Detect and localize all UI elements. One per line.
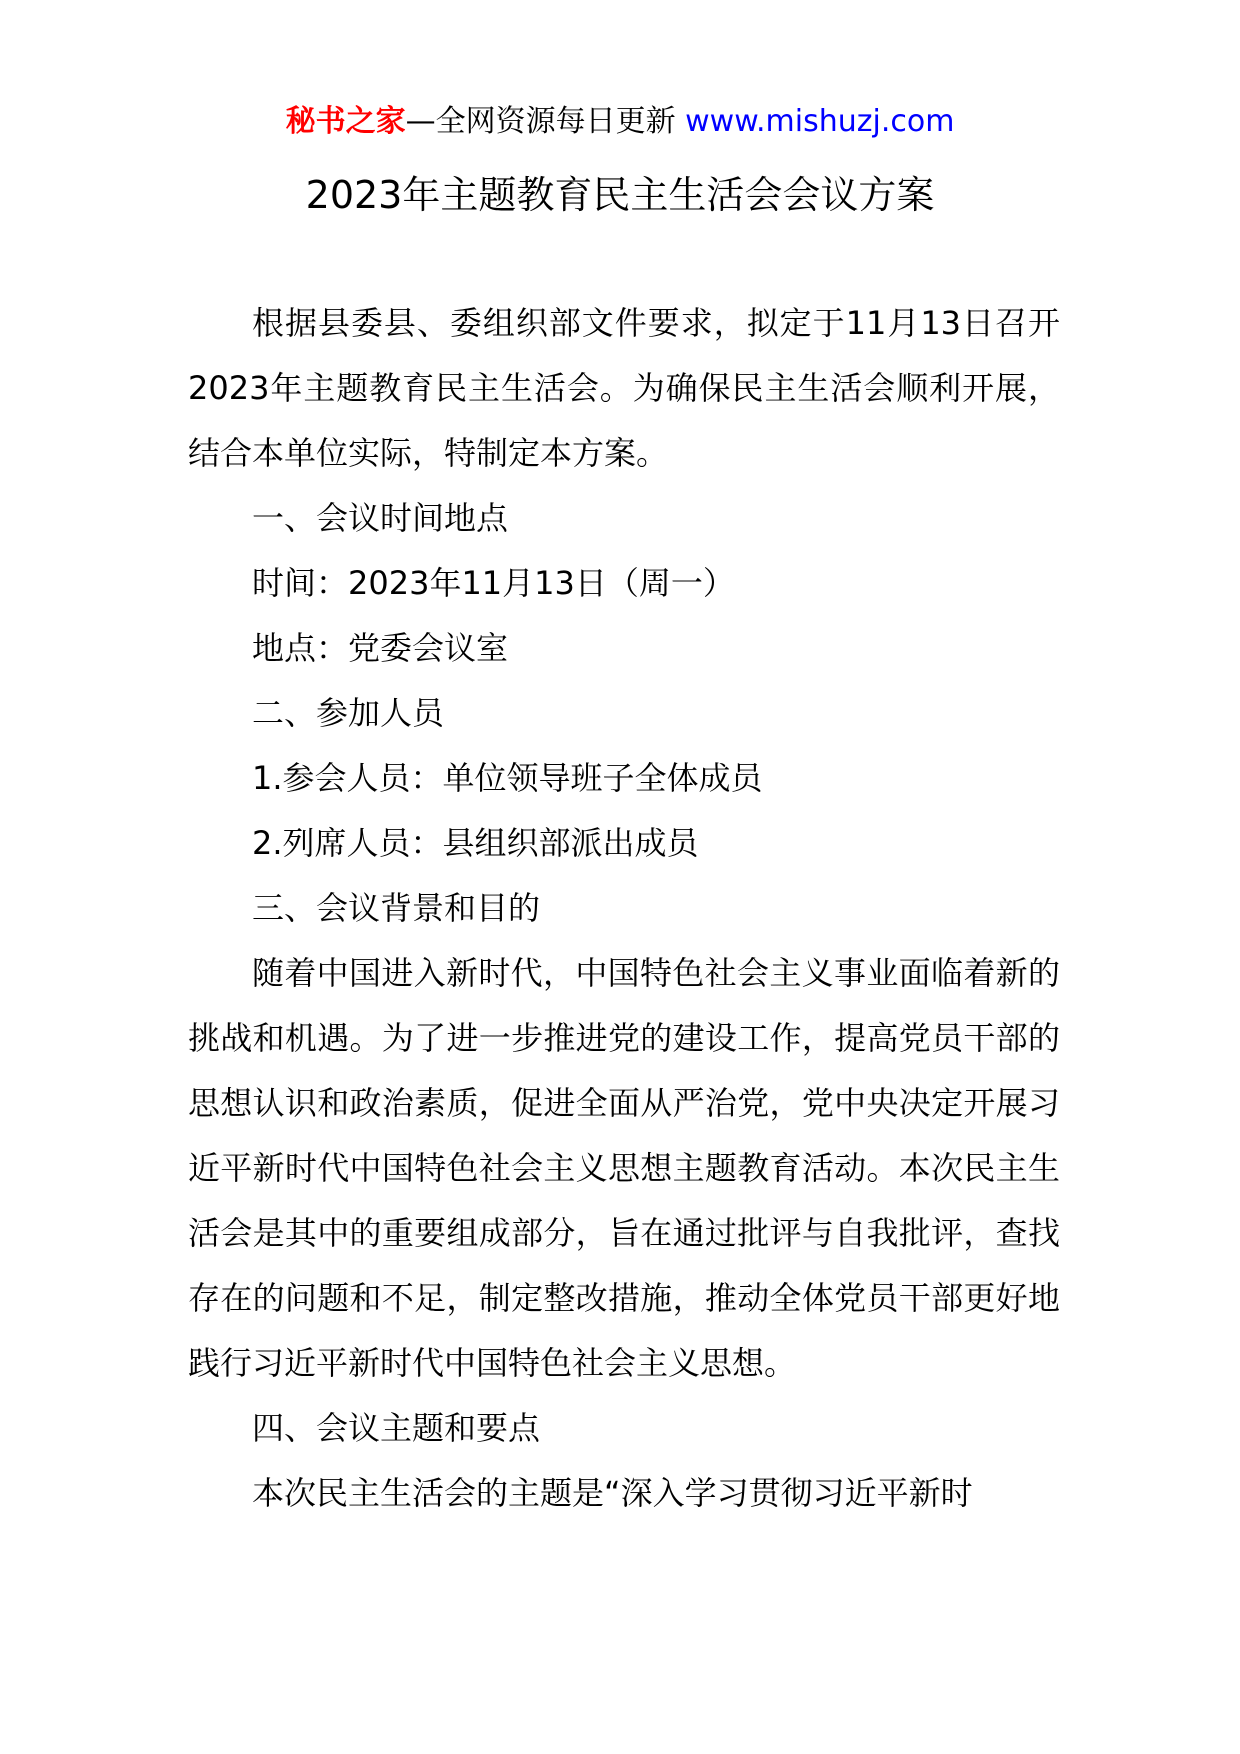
site-url-link[interactable]: www.mishuzj.com	[685, 104, 955, 139]
document-title: 2023年主题教育民主生活会会议方案	[305, 173, 935, 217]
brand-name: 秘书之家	[285, 104, 406, 139]
theme-paragraph: 本次民主生活会的主题是“深入学习贯彻习近平新时	[252, 1474, 973, 1512]
intro-paragraph: 根据县委县、委组织部文件要求，拟定于11月13日召开2023年主题教育民主生活会。为确保民主生活会顺利开展，结合本单位实际，特制定本方案。	[188, 304, 1060, 472]
participants-attendees: 1.参会人员：单位领导班子全体成员	[252, 759, 763, 797]
meeting-time: 时间：2023年11月13日（周一）	[252, 564, 735, 602]
section-heading-time-place: 一、会议时间地点	[252, 499, 509, 537]
header-tagline: —全网资源每日更新	[405, 104, 686, 139]
section-heading-participants: 二、参加人员	[252, 694, 445, 732]
section-heading-background: 三、会议背景和目的	[252, 889, 541, 927]
site-header	[0, 100, 1240, 144]
background-paragraph: 随着中国进入新时代，中国特色社会主义事业面临着新的挑战和机遇。为了进一步推进党的建设工作，提高党员干部的思想认识和政治素质，促进全面从严治党，党中央决定开展习近平新时代中国特色社会主义思想主题教育活动。本次民主生活会是其中的重要组成部分，旨在通过批评与自我批评，查找存在的问题和不足，制定整改措施，推动全体党员干部更好地践行习近平新时代中国特色社会主义思想。	[188, 954, 1060, 1382]
document-body	[188, 291, 1060, 1526]
meeting-place: 地点：党委会议室	[252, 629, 509, 667]
section-heading-theme: 四、会议主题和要点	[252, 1409, 541, 1447]
participants-observers: 2.列席人员：县组织部派出成员	[252, 824, 699, 862]
